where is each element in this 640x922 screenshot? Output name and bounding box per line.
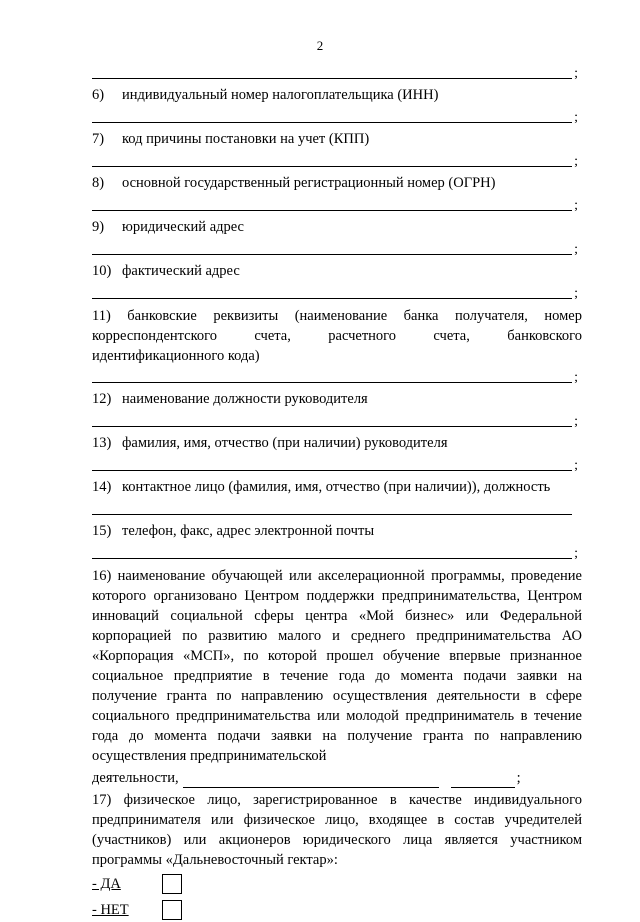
- option-no: [92, 898, 582, 922]
- item-label: код причины постановки на учет (КПП): [122, 131, 370, 147]
- line-semicolon: ;: [574, 546, 578, 561]
- option-no-checkbox[interactable]: [162, 900, 182, 920]
- fill-line-head-position[interactable]: [92, 412, 582, 430]
- underline: [92, 210, 572, 211]
- line-semicolon: ;: [574, 198, 578, 213]
- form-item-contact-person: [92, 478, 582, 496]
- item-label: фактический адрес: [122, 263, 240, 279]
- underline: [92, 254, 572, 255]
- item-label: юридический адрес: [122, 219, 244, 235]
- item-number: 10): [92, 263, 112, 279]
- form-content: [92, 64, 582, 922]
- form-item-phone-email: [92, 522, 582, 540]
- item-number: 13): [92, 435, 112, 451]
- form-item-head-name: [92, 434, 582, 452]
- line-semicolon: ;: [516, 770, 521, 786]
- form-item-actual-address: [92, 262, 582, 280]
- underline: [92, 470, 572, 471]
- fill-line-inn[interactable]: [92, 108, 582, 126]
- form-item-far-east-hectare: 17) физическое лицо, зарегистрированное в качестве индивидуального предпринимателя или физическое лицо, входящее в состав учредителей (участников) или акционеров юридического лица является участником программы «Дальневосточный гектар»:: [92, 792, 582, 868]
- item-number: 14): [92, 479, 112, 495]
- underline: [92, 298, 572, 299]
- option-yes-label: - ДА: [92, 875, 121, 892]
- line-semicolon: ;: [574, 458, 578, 473]
- line-semicolon: ;: [574, 286, 578, 301]
- fill-line-contact-person[interactable]: [92, 500, 582, 518]
- line-semicolon: ;: [574, 414, 578, 429]
- line-semicolon: ;: [574, 242, 578, 257]
- training-program-tail: [92, 768, 582, 788]
- form-item-training-program: 16) наименование обучающей или акселерационной программы, проведение которого организовано Центром поддержки предпринимательства, Центром инноваций социальной сферы центра «Мой бизнес» или Федеральной корпорацией по развитию малого и среднего предпринимательства АО «Корпорация «МСП», по которой прошел обучение впервые признанное социальное предприятие в течение года до момента подачи заявки на получение гранта по направлению осуществления деятельности в сфере социального предпринимательства или молодой предприниматель в течение года до момента подачи заявки на получение гранта по направлению осуществления предпринимательской: [92, 568, 582, 764]
- option-yes-checkbox[interactable]: [162, 874, 182, 894]
- fill-line-legal-address[interactable]: [92, 240, 582, 258]
- form-item-kpp: [92, 130, 582, 148]
- fill-line-kpp[interactable]: [92, 152, 582, 170]
- underline: [92, 78, 572, 79]
- fill-line[interactable]: [92, 64, 582, 82]
- underline: [92, 382, 572, 383]
- fill-line-ogrn[interactable]: [92, 196, 582, 214]
- tail-text: деятельности,: [92, 770, 179, 786]
- item-number: 15): [92, 523, 112, 539]
- item-number: 6): [92, 87, 105, 103]
- page-number: 2: [316, 38, 324, 53]
- underline: [92, 426, 572, 427]
- underline: [92, 122, 572, 123]
- form-item-head-position: [92, 390, 582, 408]
- line-semicolon: ;: [574, 154, 578, 169]
- training-program-blank[interactable]: [183, 772, 439, 788]
- fill-line-bank-details[interactable]: [92, 368, 582, 386]
- item-label: индивидуальный номер налогоплательщика (ИНН): [122, 87, 439, 103]
- item-label: основной государственный регистрационный номер (ОГРН): [122, 175, 496, 191]
- item-label: телефон, факс, адрес электронной почты: [122, 523, 375, 539]
- line-semicolon: ;: [574, 66, 578, 81]
- training-program-date-blank[interactable]: [451, 772, 515, 788]
- underline: [92, 558, 572, 559]
- fill-line-head-name[interactable]: [92, 456, 582, 474]
- item-number: 8): [92, 175, 105, 191]
- item-number: 9): [92, 219, 105, 235]
- option-yes: [92, 872, 582, 896]
- form-item-legal-address: [92, 218, 582, 236]
- underline: [92, 166, 572, 167]
- item-label: фамилия, имя, отчество (при наличии) руководителя: [122, 435, 448, 451]
- underline: [92, 514, 572, 515]
- form-item-inn: [92, 86, 582, 104]
- item-number: 12): [92, 391, 112, 407]
- item-number: 7): [92, 131, 105, 147]
- item-label: наименование должности руководителя: [122, 391, 368, 407]
- line-semicolon: ;: [574, 110, 578, 125]
- option-no-label: - НЕТ: [92, 901, 129, 918]
- fill-line-actual-address[interactable]: [92, 284, 582, 302]
- item-label: контактное лицо (фамилия, имя, отчество (при наличии)), должность: [122, 479, 551, 495]
- line-semicolon: ;: [574, 370, 578, 385]
- form-item-bank-details: 11) банковские реквизиты (наименование банка получателя, номер корреспондентского счета, расчетного счета, банковского идентификационного кода): [92, 308, 582, 364]
- fill-line-phone-email[interactable]: [92, 544, 582, 562]
- form-item-ogrn: [92, 174, 582, 192]
